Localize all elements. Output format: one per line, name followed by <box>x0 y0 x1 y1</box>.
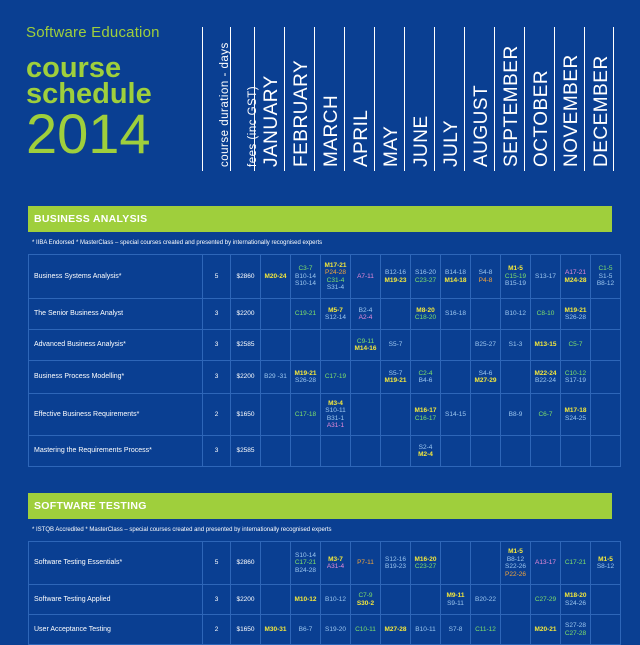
course-fee: $2200 <box>231 361 261 394</box>
section-note-software-testing: * ISTQB Accredited * MasterClass – special courses created and presented by internationally recognised experts <box>32 527 332 533</box>
month-cell <box>261 585 291 615</box>
session-date[interactable]: S16-20 <box>415 269 436 276</box>
course-name: Effective Business Requirements* <box>29 394 203 436</box>
month-label: SEPTEMBER <box>501 45 522 167</box>
session-date[interactable]: C16-17 <box>414 414 437 422</box>
month-cell <box>561 361 591 394</box>
month-cell <box>411 615 441 645</box>
month-cell <box>561 436 591 467</box>
session-date[interactable]: B10-11 <box>415 625 436 633</box>
header-duration-label: course duration - days <box>219 42 231 167</box>
title-line-1: course <box>26 52 122 84</box>
session-date[interactable]: C10-12 <box>564 369 587 377</box>
month-cell <box>351 330 381 361</box>
month-cell <box>411 394 441 436</box>
session-date[interactable]: M19-21 <box>564 306 587 314</box>
session-date[interactable]: B10-14 <box>295 272 316 280</box>
month-cell <box>381 299 411 330</box>
month-cell <box>501 436 531 467</box>
session-date[interactable]: S26-28 <box>295 377 316 384</box>
session-date[interactable]: B10-12 <box>505 310 526 318</box>
section-title-business-analysis: BUSINESS ANALYSIS <box>28 206 612 232</box>
month-cell <box>471 542 501 585</box>
session-date[interactable]: S1-3 <box>508 341 523 349</box>
month-cell <box>321 255 351 299</box>
month-cell <box>411 585 441 615</box>
header-month-sep <box>494 27 523 171</box>
month-cell <box>261 394 291 436</box>
course-fee: $2200 <box>231 299 261 330</box>
month-cell <box>381 394 411 436</box>
month-cell <box>411 542 441 585</box>
month-cell <box>261 542 291 585</box>
month-cell <box>291 255 321 299</box>
session-date[interactable]: C8-10 <box>536 310 555 318</box>
session-date[interactable]: S4-6 <box>478 369 493 377</box>
month-cell <box>531 361 561 394</box>
course-row <box>29 255 621 299</box>
month-cell <box>411 330 441 361</box>
session-date[interactable]: C23-27 <box>414 563 437 570</box>
session-date[interactable]: M20-21 <box>534 625 557 633</box>
session-date[interactable]: M5-7 <box>328 306 343 314</box>
session-date[interactable]: M1-5 <box>598 555 613 563</box>
session-date[interactable]: M9-11 <box>446 592 465 599</box>
session-date[interactable]: M24-28 <box>564 276 587 284</box>
session-date[interactable]: M16-17 <box>414 407 437 414</box>
month-cell <box>321 394 351 436</box>
month-cell <box>471 585 501 615</box>
month-cell <box>561 330 591 361</box>
course-fee: $2860 <box>231 542 261 585</box>
session-date[interactable]: B8-12 <box>506 555 525 563</box>
header-month-apr <box>344 27 373 171</box>
month-label: JANUARY <box>261 75 282 167</box>
month-cell <box>321 361 351 394</box>
month-cell <box>381 436 411 467</box>
month-cell <box>441 330 471 361</box>
header-month-oct <box>524 27 553 171</box>
session-date[interactable]: M20-24 <box>264 272 287 280</box>
session-date[interactable]: S10-14 <box>295 551 316 559</box>
month-cell <box>261 330 291 361</box>
month-cell <box>561 255 591 299</box>
month-cell <box>261 436 291 467</box>
month-cell <box>501 394 531 436</box>
month-label: AUGUST <box>471 84 492 167</box>
month-cell <box>471 361 501 394</box>
month-cell <box>501 542 531 585</box>
month-cell <box>561 542 591 585</box>
header-month-jul <box>434 27 463 171</box>
month-label: JULY <box>441 119 462 167</box>
session-date[interactable]: C17-18 <box>294 410 317 418</box>
header-month-feb <box>284 27 313 171</box>
month-cell <box>531 542 561 585</box>
month-cell <box>501 615 531 645</box>
month-cell <box>531 299 561 330</box>
session-date[interactable]: B4-6 <box>418 377 433 384</box>
month-label: MARCH <box>321 94 342 167</box>
month-cell <box>531 330 561 361</box>
month-cell <box>471 330 501 361</box>
session-date[interactable]: M19-21 <box>384 377 407 384</box>
course-fee: $1650 <box>231 615 261 645</box>
session-date[interactable]: S12-16 <box>385 555 406 563</box>
session-date[interactable]: S5-7 <box>388 341 403 349</box>
session-date[interactable]: M17-18 <box>564 407 587 414</box>
session-date[interactable]: M8-20 <box>416 306 435 314</box>
month-cell <box>441 255 471 299</box>
session-date[interactable]: S31-4 <box>326 284 345 291</box>
session-date[interactable]: C11-12 <box>475 625 496 633</box>
session-date[interactable]: B29 -31 <box>264 373 287 381</box>
month-cell <box>591 615 621 645</box>
month-label: FEBRUARY <box>291 59 312 167</box>
brand-block <box>26 24 160 165</box>
session-date[interactable]: C17-21 <box>564 559 587 567</box>
month-cell <box>381 361 411 394</box>
session-date[interactable]: M30-31 <box>264 625 287 633</box>
month-label: NOVEMBER <box>561 54 582 167</box>
month-cell <box>351 255 381 299</box>
session-date[interactable]: S22-26 <box>505 563 526 570</box>
session-date[interactable]: B24-28 <box>295 566 316 574</box>
month-cell <box>441 394 471 436</box>
session-date[interactable]: C2-4 <box>418 369 433 377</box>
session-date[interactable]: M14-16 <box>354 345 377 352</box>
month-cell <box>291 299 321 330</box>
session-date[interactable]: M13-15 <box>534 341 557 349</box>
session-date[interactable]: C3-7 <box>298 265 313 273</box>
header-month-dec <box>584 27 614 171</box>
header-month-mar <box>314 27 343 171</box>
header-month-jun <box>404 27 433 171</box>
month-cell <box>441 585 471 615</box>
month-cell <box>411 255 441 299</box>
course-duration: 3 <box>203 330 231 361</box>
session-date[interactable]: A17-21 <box>565 269 586 276</box>
month-cell <box>381 330 411 361</box>
course-name: Software Testing Essentials* <box>29 542 203 585</box>
month-cell <box>591 299 621 330</box>
session-date[interactable]: C9-11 <box>356 337 375 345</box>
session-date[interactable]: S24-26 <box>565 599 586 607</box>
course-name: Advanced Business Analysis* <box>29 330 203 361</box>
month-cell <box>591 361 621 394</box>
month-cell <box>381 615 411 645</box>
session-date[interactable]: A31-4 <box>326 563 345 570</box>
month-cell <box>381 542 411 585</box>
title-year: 2014 <box>26 102 151 165</box>
title-line-2: schedule <box>26 78 152 110</box>
course-duration: 3 <box>203 361 231 394</box>
session-date[interactable]: S8-12 <box>596 563 615 570</box>
session-date[interactable]: M10-12 <box>294 595 317 603</box>
month-cell <box>561 615 591 645</box>
session-date[interactable]: C23-27 <box>414 276 437 284</box>
header-month-aug <box>464 27 493 171</box>
course-name: Software Testing Applied <box>29 585 203 615</box>
month-cell <box>321 585 351 615</box>
month-cell <box>351 394 381 436</box>
course-duration: 3 <box>203 436 231 467</box>
course-fee: $2860 <box>231 255 261 299</box>
month-cell <box>531 255 561 299</box>
header-month-nov <box>554 27 583 171</box>
header-month-jan <box>254 27 283 171</box>
course-row <box>29 361 621 394</box>
course-row <box>29 330 621 361</box>
course-fee: $1650 <box>231 394 261 436</box>
session-date[interactable]: S17-19 <box>565 377 586 384</box>
session-date[interactable]: S27-28 <box>565 622 586 629</box>
session-date[interactable]: M14-18 <box>444 276 467 284</box>
session-date[interactable]: M2-4 <box>418 451 433 458</box>
header-duration <box>202 27 231 171</box>
session-date[interactable]: B10-12 <box>325 595 346 603</box>
course-row <box>29 299 621 330</box>
course-name: Mastering the Requirements Process* <box>29 436 203 467</box>
month-cell <box>471 615 501 645</box>
header-fees-label: fees (inc GST) <box>247 85 259 167</box>
month-cell <box>531 436 561 467</box>
session-date[interactable]: C18-20 <box>414 314 437 321</box>
session-date[interactable]: M1-5 <box>508 548 523 555</box>
month-cell <box>351 299 381 330</box>
session-date[interactable]: S26-28 <box>565 314 586 321</box>
month-cell <box>321 542 351 585</box>
session-date[interactable]: B15-19 <box>505 280 526 288</box>
month-cell <box>321 436 351 467</box>
course-duration: 3 <box>203 585 231 615</box>
session-date[interactable]: M3-4 <box>328 399 343 407</box>
session-date[interactable]: P24-28 <box>325 269 346 276</box>
session-date[interactable]: M27-29 <box>474 377 497 384</box>
month-cell <box>291 361 321 394</box>
org-name: Software Education <box>26 24 160 41</box>
month-cell <box>411 361 441 394</box>
month-cell <box>501 585 531 615</box>
session-date[interactable]: B14-18 <box>445 269 466 276</box>
course-row <box>29 394 621 436</box>
session-date[interactable]: A13-17 <box>535 559 556 567</box>
month-cell <box>291 542 321 585</box>
session-date[interactable]: S19-20 <box>325 625 346 633</box>
session-date[interactable]: B19-23 <box>385 563 406 570</box>
session-date[interactable]: C5-7 <box>568 341 583 349</box>
month-cell <box>321 299 351 330</box>
course-fee: $2585 <box>231 330 261 361</box>
month-cell <box>381 255 411 299</box>
month-cell <box>291 585 321 615</box>
month-cell <box>501 330 531 361</box>
course-fee: $2200 <box>231 585 261 615</box>
course-row <box>29 436 621 467</box>
month-cell <box>261 615 291 645</box>
month-cell <box>261 255 291 299</box>
month-cell <box>351 585 381 615</box>
month-cell <box>591 330 621 361</box>
course-name: Business Process Modelling* <box>29 361 203 394</box>
session-date[interactable]: C6-7 <box>538 410 553 418</box>
month-cell <box>441 615 471 645</box>
month-cell <box>351 615 381 645</box>
month-cell <box>501 255 531 299</box>
month-cell <box>531 585 561 615</box>
session-date[interactable]: S9-11 <box>447 599 464 607</box>
session-date[interactable]: M16-20 <box>414 555 437 563</box>
month-cell <box>561 585 591 615</box>
session-date[interactable]: C17-19 <box>324 373 347 381</box>
session-date[interactable]: S5-7 <box>388 369 403 377</box>
session-date[interactable]: M17-21 <box>324 261 347 269</box>
session-date[interactable]: S2-4 <box>418 443 433 451</box>
month-cell <box>531 394 561 436</box>
month-label: APRIL <box>351 109 372 167</box>
session-date[interactable]: C17-21 <box>294 559 317 567</box>
month-cell <box>441 436 471 467</box>
month-cell <box>441 542 471 585</box>
month-cell <box>591 436 621 467</box>
month-cell <box>561 394 591 436</box>
session-date[interactable]: M19-23 <box>384 276 407 284</box>
course-duration: 5 <box>203 255 231 299</box>
session-date[interactable]: S16-18 <box>445 310 466 318</box>
session-date[interactable]: S13-17 <box>535 272 556 280</box>
month-cell <box>291 615 321 645</box>
month-cell <box>291 330 321 361</box>
month-cell <box>531 615 561 645</box>
session-date[interactable]: M3-7 <box>328 555 343 563</box>
session-date[interactable]: S10-11 <box>325 407 346 414</box>
month-cell <box>441 361 471 394</box>
session-date[interactable]: A31-1 <box>326 422 345 429</box>
month-label: OCTOBER <box>531 69 552 167</box>
month-cell <box>261 299 291 330</box>
course-row <box>29 542 621 585</box>
month-cell <box>351 542 381 585</box>
session-date[interactable]: B8-9 <box>508 410 523 418</box>
session-date[interactable]: B22-24 <box>535 377 556 384</box>
schedule-table-software-testing <box>28 541 621 645</box>
month-cell <box>471 255 501 299</box>
session-date[interactable]: M1-5 <box>508 265 523 273</box>
month-cell <box>411 299 441 330</box>
course-name: User Acceptance Testing <box>29 615 203 645</box>
month-label: JUNE <box>411 115 432 167</box>
month-cell <box>441 299 471 330</box>
session-date[interactable]: P7-11 <box>357 559 374 567</box>
session-date[interactable]: C31-4 <box>326 276 345 284</box>
course-name: Business Systems Analysis* <box>29 255 203 299</box>
session-date[interactable]: S14-15 <box>445 410 466 418</box>
month-cell <box>591 255 621 299</box>
session-date[interactable]: B31-1 <box>326 414 345 422</box>
course-duration: 2 <box>203 394 231 436</box>
month-cell <box>321 330 351 361</box>
session-date[interactable]: C15-19 <box>504 272 527 280</box>
month-cell <box>411 436 441 467</box>
session-date[interactable]: A7-11 <box>357 272 374 280</box>
course-duration: 3 <box>203 299 231 330</box>
month-cell <box>291 394 321 436</box>
session-date[interactable]: M22-24 <box>534 369 557 377</box>
session-date[interactable]: S24-25 <box>565 414 586 422</box>
month-cell <box>561 299 591 330</box>
month-cell <box>321 615 351 645</box>
course-row <box>29 615 621 645</box>
month-cell <box>471 394 501 436</box>
schedule-table-business-analysis <box>28 254 621 467</box>
session-date[interactable]: B6-7 <box>298 625 313 633</box>
section-note-business-analysis: * IIBA Endorsed * MasterClass – special courses created and presented by internationally recognised experts <box>32 240 323 246</box>
course-duration: 2 <box>203 615 231 645</box>
session-date[interactable]: P4-8 <box>478 276 493 284</box>
month-cell <box>351 361 381 394</box>
session-date[interactable]: M19-21 <box>294 369 317 377</box>
month-cell <box>381 585 411 615</box>
session-date[interactable]: C7-9 <box>358 592 373 599</box>
month-cell <box>591 394 621 436</box>
month-cell <box>471 299 501 330</box>
session-date[interactable]: P22-26 <box>505 570 526 578</box>
month-cell <box>591 542 621 585</box>
session-date[interactable]: C10-11 <box>355 625 376 633</box>
session-date[interactable]: B12-16 <box>385 269 406 276</box>
month-cell <box>261 361 291 394</box>
session-date[interactable]: M27-28 <box>384 625 407 633</box>
course-row <box>29 585 621 615</box>
session-date[interactable]: M18-20 <box>564 592 587 599</box>
session-date[interactable]: S1-5 <box>598 272 613 280</box>
session-date[interactable]: S4-8 <box>478 269 493 276</box>
session-date[interactable]: A2-4 <box>358 314 373 321</box>
month-cell <box>501 361 531 394</box>
month-cell <box>471 436 501 467</box>
session-date[interactable]: B2-4 <box>358 306 373 314</box>
month-cell <box>291 436 321 467</box>
session-date[interactable]: B8-12 <box>596 280 615 288</box>
session-date[interactable]: S12-14 <box>325 314 346 321</box>
course-fee: $2585 <box>231 436 261 467</box>
session-date[interactable]: C19-21 <box>294 310 317 318</box>
session-date[interactable]: C27-29 <box>534 595 557 603</box>
section-title-software-testing: SOFTWARE TESTING <box>28 493 612 519</box>
session-date[interactable]: B20-22 <box>475 595 496 603</box>
month-cell <box>591 585 621 615</box>
session-date[interactable]: S10-14 <box>295 280 316 288</box>
session-date[interactable]: S7-8 <box>448 625 463 633</box>
course-name: The Senior Business Analyst <box>29 299 203 330</box>
session-date[interactable]: C27-28 <box>564 629 587 637</box>
header-month-may <box>374 27 403 171</box>
course-duration: 5 <box>203 542 231 585</box>
month-cell <box>501 299 531 330</box>
month-cell <box>351 436 381 467</box>
month-label: MAY <box>381 125 402 167</box>
month-label: DECEMBER <box>591 55 612 167</box>
session-date[interactable]: B25-27 <box>475 341 496 349</box>
session-date[interactable]: C1-5 <box>598 265 613 273</box>
session-date[interactable]: S30-2 <box>356 599 375 607</box>
